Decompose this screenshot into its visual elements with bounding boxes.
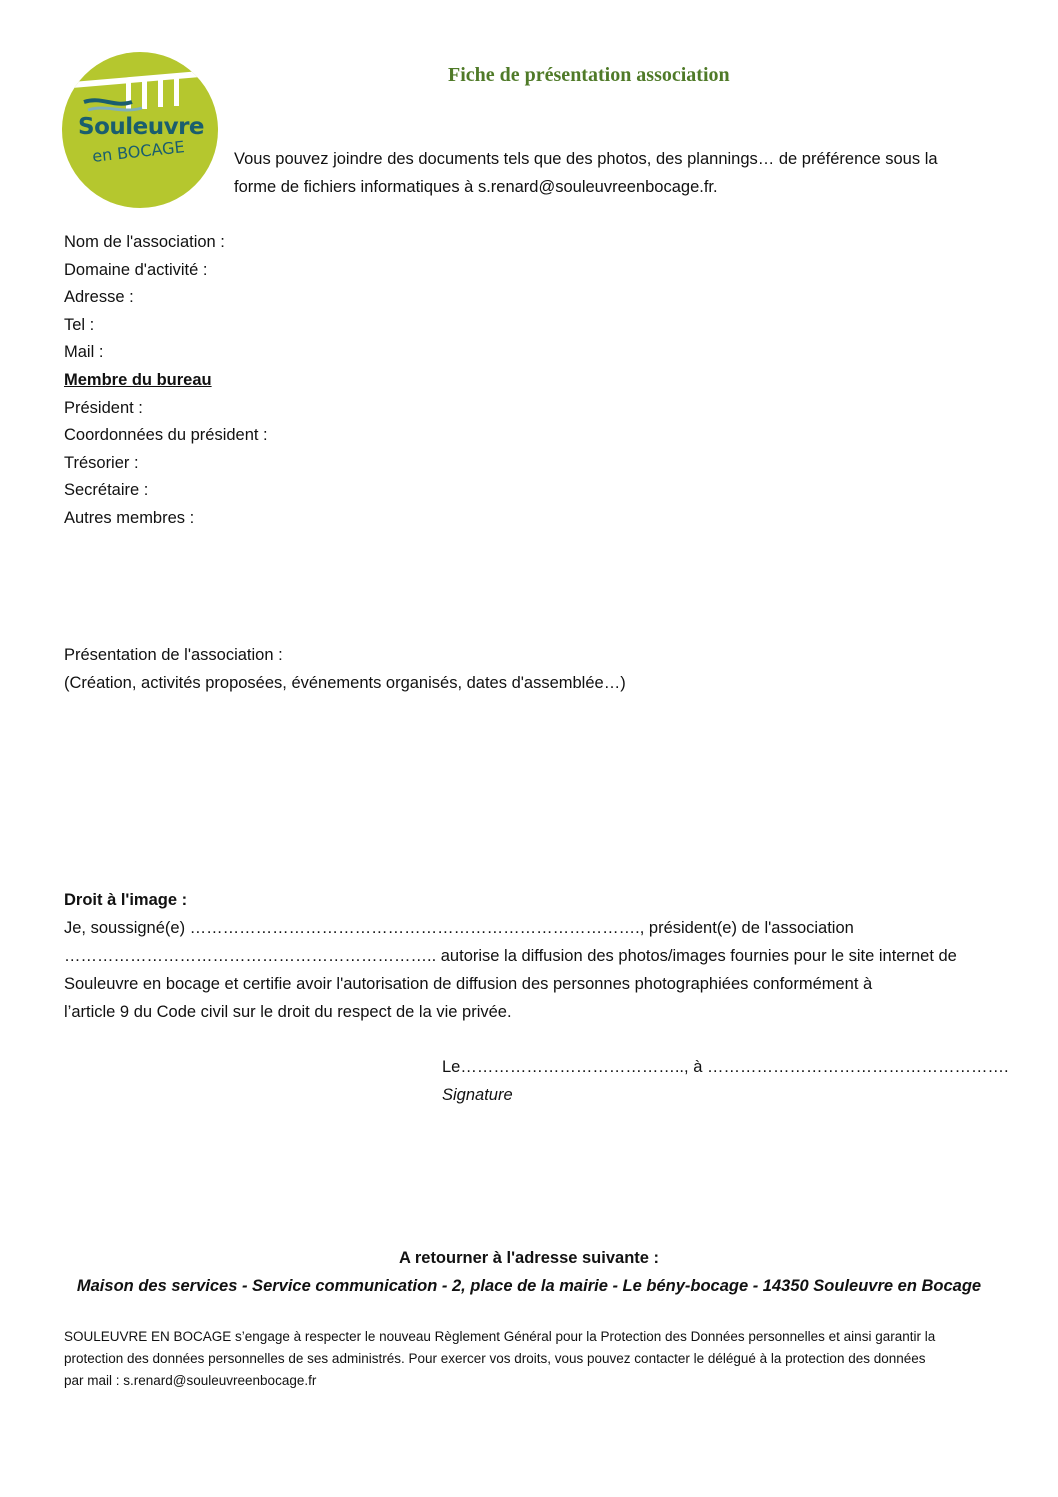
intro-line: forme de fichiers informatiques à s.renard@souleuvreenbocage.fr. — [234, 178, 718, 196]
rgpd-line: par mail : s.renard@souleuvreenbocage.fr — [64, 1373, 317, 1388]
rgpd-line: protection des données personnelles de ses administrés. Pour exercer vos droits, vous pouvez contacter le délégué à la protection des données — [64, 1351, 926, 1366]
bureau-heading: Membre du bureau — [64, 370, 212, 389]
page-title: Fiche de présentation association — [448, 64, 730, 86]
droit-image-section — [64, 886, 994, 1026]
droit-line: l’article 9 du Code civil sur le droit du respect de la vie privée. — [64, 1003, 512, 1021]
return-address: Maison des services - Service communication - 2, place de la mairie - Le bény-bocage - 14350 Souleuvre en Bocage — [76, 1277, 982, 1295]
return-heading: A retourner à l'adresse suivante : — [398, 1249, 660, 1267]
intro-text — [234, 145, 1014, 201]
presentation-hint: (Création, activités proposées, événements organisés, dates d'assemblée…) — [64, 674, 626, 692]
field-domaine-label: Domaine d'activité : — [64, 260, 208, 279]
logo-subtitle: en BOCAGE — [91, 137, 186, 166]
droit-line: Souleuvre en bocage et certifie avoir l'autorisation de diffusion des personnes photographiées conformément à — [64, 975, 873, 993]
field-coordonnees-label: Coordonnées du président : — [64, 426, 268, 445]
presentation-label: Présentation de l'association : — [64, 646, 283, 664]
field-adresse-label: Adresse : — [64, 288, 134, 307]
field-autres-label: Autres membres : — [64, 508, 195, 527]
intro-line: Vous pouvez joindre des documents tels que des photos, des plannings… de préférence sous la — [234, 150, 938, 168]
field-tresorier-label: Trésorier : — [64, 453, 139, 472]
field-tel-label: Tel : — [64, 315, 95, 334]
signature-block — [442, 1053, 1009, 1109]
rgpd-line: SOULEUVRE EN BOCAGE s’engage à respecter le nouveau Règlement Général pour la Protection des Données personnelles et ainsi garantir la — [64, 1329, 936, 1344]
field-president-label: Président : — [64, 398, 143, 417]
field-mail-label: Mail : — [64, 343, 104, 362]
association-fields — [64, 229, 268, 533]
signature-date-line: Le………………………………….., à ………………………………………………. — [442, 1058, 1009, 1076]
presentation-section — [64, 641, 626, 697]
rgpd-notice — [64, 1326, 996, 1392]
field-secretaire-label: Secrétaire : — [64, 481, 149, 500]
droit-line: ………………………………………………………….. autorise la diffusion des photos/images fournies pour le site internet de — [64, 947, 957, 965]
logo-name: Souleuvre — [78, 114, 205, 140]
signature-label: Signature — [442, 1086, 513, 1104]
field-nom-label: Nom de l'association : — [64, 233, 225, 251]
droit-heading: Droit à l'image : — [64, 891, 188, 909]
return-address-section — [0, 1244, 1058, 1300]
souleuvre-logo — [62, 52, 218, 208]
droit-line: Je, soussigné(e) ………………………………………………………………………., président(e) de l'association — [64, 919, 854, 937]
